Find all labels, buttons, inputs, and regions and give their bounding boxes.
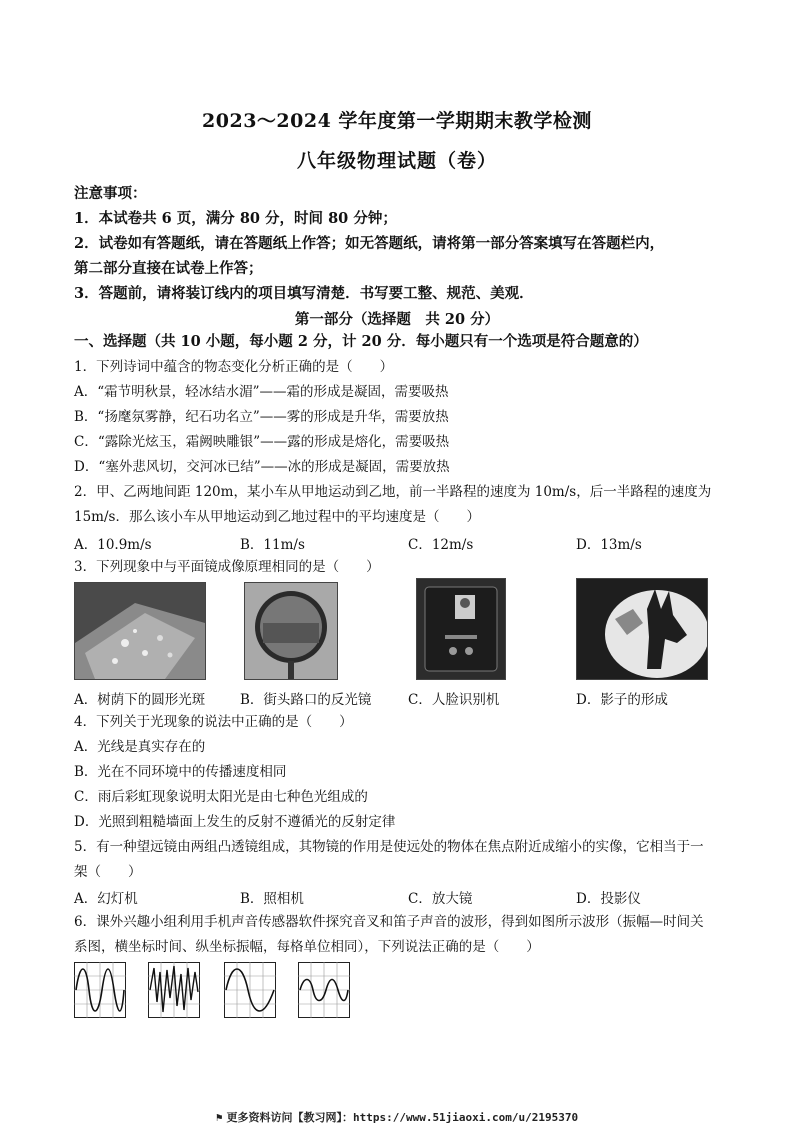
notice-heading: 注意事项： [74,185,147,202]
convex-mirror-image [245,583,337,679]
q3-photo-a [74,582,206,680]
q1-option-d: D．“塞外悲风切，交河冰已结”——冰的形成是凝固，需要放热 [74,459,450,475]
q3-photo-b [244,582,338,680]
q3-photo-c [416,578,506,680]
q4-option-c: C．雨后彩虹现象说明太阳光是由七种色光组成的 [74,789,368,805]
q5-options [74,887,734,907]
waveform-3 [224,962,276,1018]
q3-photo-d [576,578,708,680]
q5-option-c: C．放大镜 [408,891,473,907]
q2-option-b: B．11m/s [240,537,305,553]
waveform-1 [74,962,126,1018]
face-recognition-image [417,579,505,679]
q2-stem-cont: 15m/s．那么该小车从甲地运动到乙地过程中的平均速度是（ ） [74,509,480,525]
q5-stem-cont: 架（ ） [74,864,142,880]
notice-item-2-cont: 第二部分直接在试卷上作答； [74,260,263,277]
q6-stem: 6．课外兴趣小组利用手机声音传感器软件探究音叉和笛子声音的波形，得到如图所示波形（振幅—时间关 [74,914,704,930]
footer-text: 更多资料访问【教习网】：https://www.51jiaoxi.com/u/2195370 [226,1111,579,1124]
waveform-4 [298,962,350,1018]
light-spots-image [75,583,205,679]
q1-stem: 1．下列诗词中蕴含的物态变化分析正确的是（ ） [74,359,394,375]
hand-shadow-image [577,579,707,679]
notice-item-2: 2．试卷如有答题纸，请在答题纸上作答；如无答题纸，请将第一部分答案填写在答题栏内， [74,235,665,252]
exam-title: 2023～2024 学年度第一学期期末教学检测 [202,110,592,132]
notice-item-1: 1．本试卷共 6 页，满分 80 分，时间 80 分钟； [74,210,397,227]
q4-option-b: B．光在不同环境中的传播速度相同 [74,764,287,780]
q3-option-c: C．人脸识别机 [408,692,500,708]
flag-icon: ⚑ [215,1111,223,1124]
q5-option-b: B．照相机 [240,891,304,907]
q4-option-a: A．光线是真实存在的 [74,739,206,755]
part1-title: 第一部分（选择题 共 20 分） [294,311,500,328]
q6-stem-cont: 系图，横坐标时间、纵坐标振幅，每格单位相同），下列说法正确的是（ ） [74,939,540,955]
q3-options [74,688,734,708]
q5-option-a: A．幻灯机 [74,891,138,907]
q2-option-d: D．13m/s [576,537,642,553]
q5-option-d: D．投影仪 [576,891,641,907]
q1-option-a: A．“霜节明秋景，轻冰结水湄”——霜的形成是凝固，需要吸热 [74,384,449,400]
q1-option-c: C．“露除光炫玉，霜阙映雕银”——露的形成是熔化，需要吸热 [74,434,450,450]
q3-option-b: B．街头路口的反光镜 [240,692,372,708]
exam-subtitle: 八年级物理试题（卷） [296,150,497,172]
q4-option-d: D．光照到粗糙墙面上发生的反射不遵循光的反射定律 [74,814,396,830]
q2-option-a: A．10.9m/s [74,537,152,553]
q2-option-c: C．12m/s [408,537,474,553]
q5-stem: 5．有一种望远镜由两组凸透镜组成，其物镜的作用是使远处的物体在焦点附近成缩小的实像，它相当于一 [74,839,704,855]
section-heading: 一、选择题（共 10 小题，每小题 2 分，计 20 分．每小题只有一个选项是符合题意的） [74,333,648,350]
q3-stem: 3．下列现象中与平面镜成像原理相同的是（ ） [74,559,380,575]
q2-options [74,533,734,553]
waveform-2 [148,962,200,1018]
q1-option-b: B．“扬麾氛雾静，纪石功名立”——雾的形成是升华，需要放热 [74,409,449,425]
notice-item-3: 3．答题前，请将装订线内的项目填写清楚．书写要工整、规范、美观． [74,285,534,302]
q2-stem: 2．甲、乙两地间距 120m，某小车从甲地运动到乙地，前一半路程的速度为 10m/s，后一半路程的速度为 [74,484,712,500]
q3-option-d: D．影子的形成 [576,692,668,708]
q4-stem: 4．下列关于光现象的说法中正确的是（ ） [74,714,353,730]
q3-option-a: A．树荫下的圆形光斑 [74,692,206,708]
